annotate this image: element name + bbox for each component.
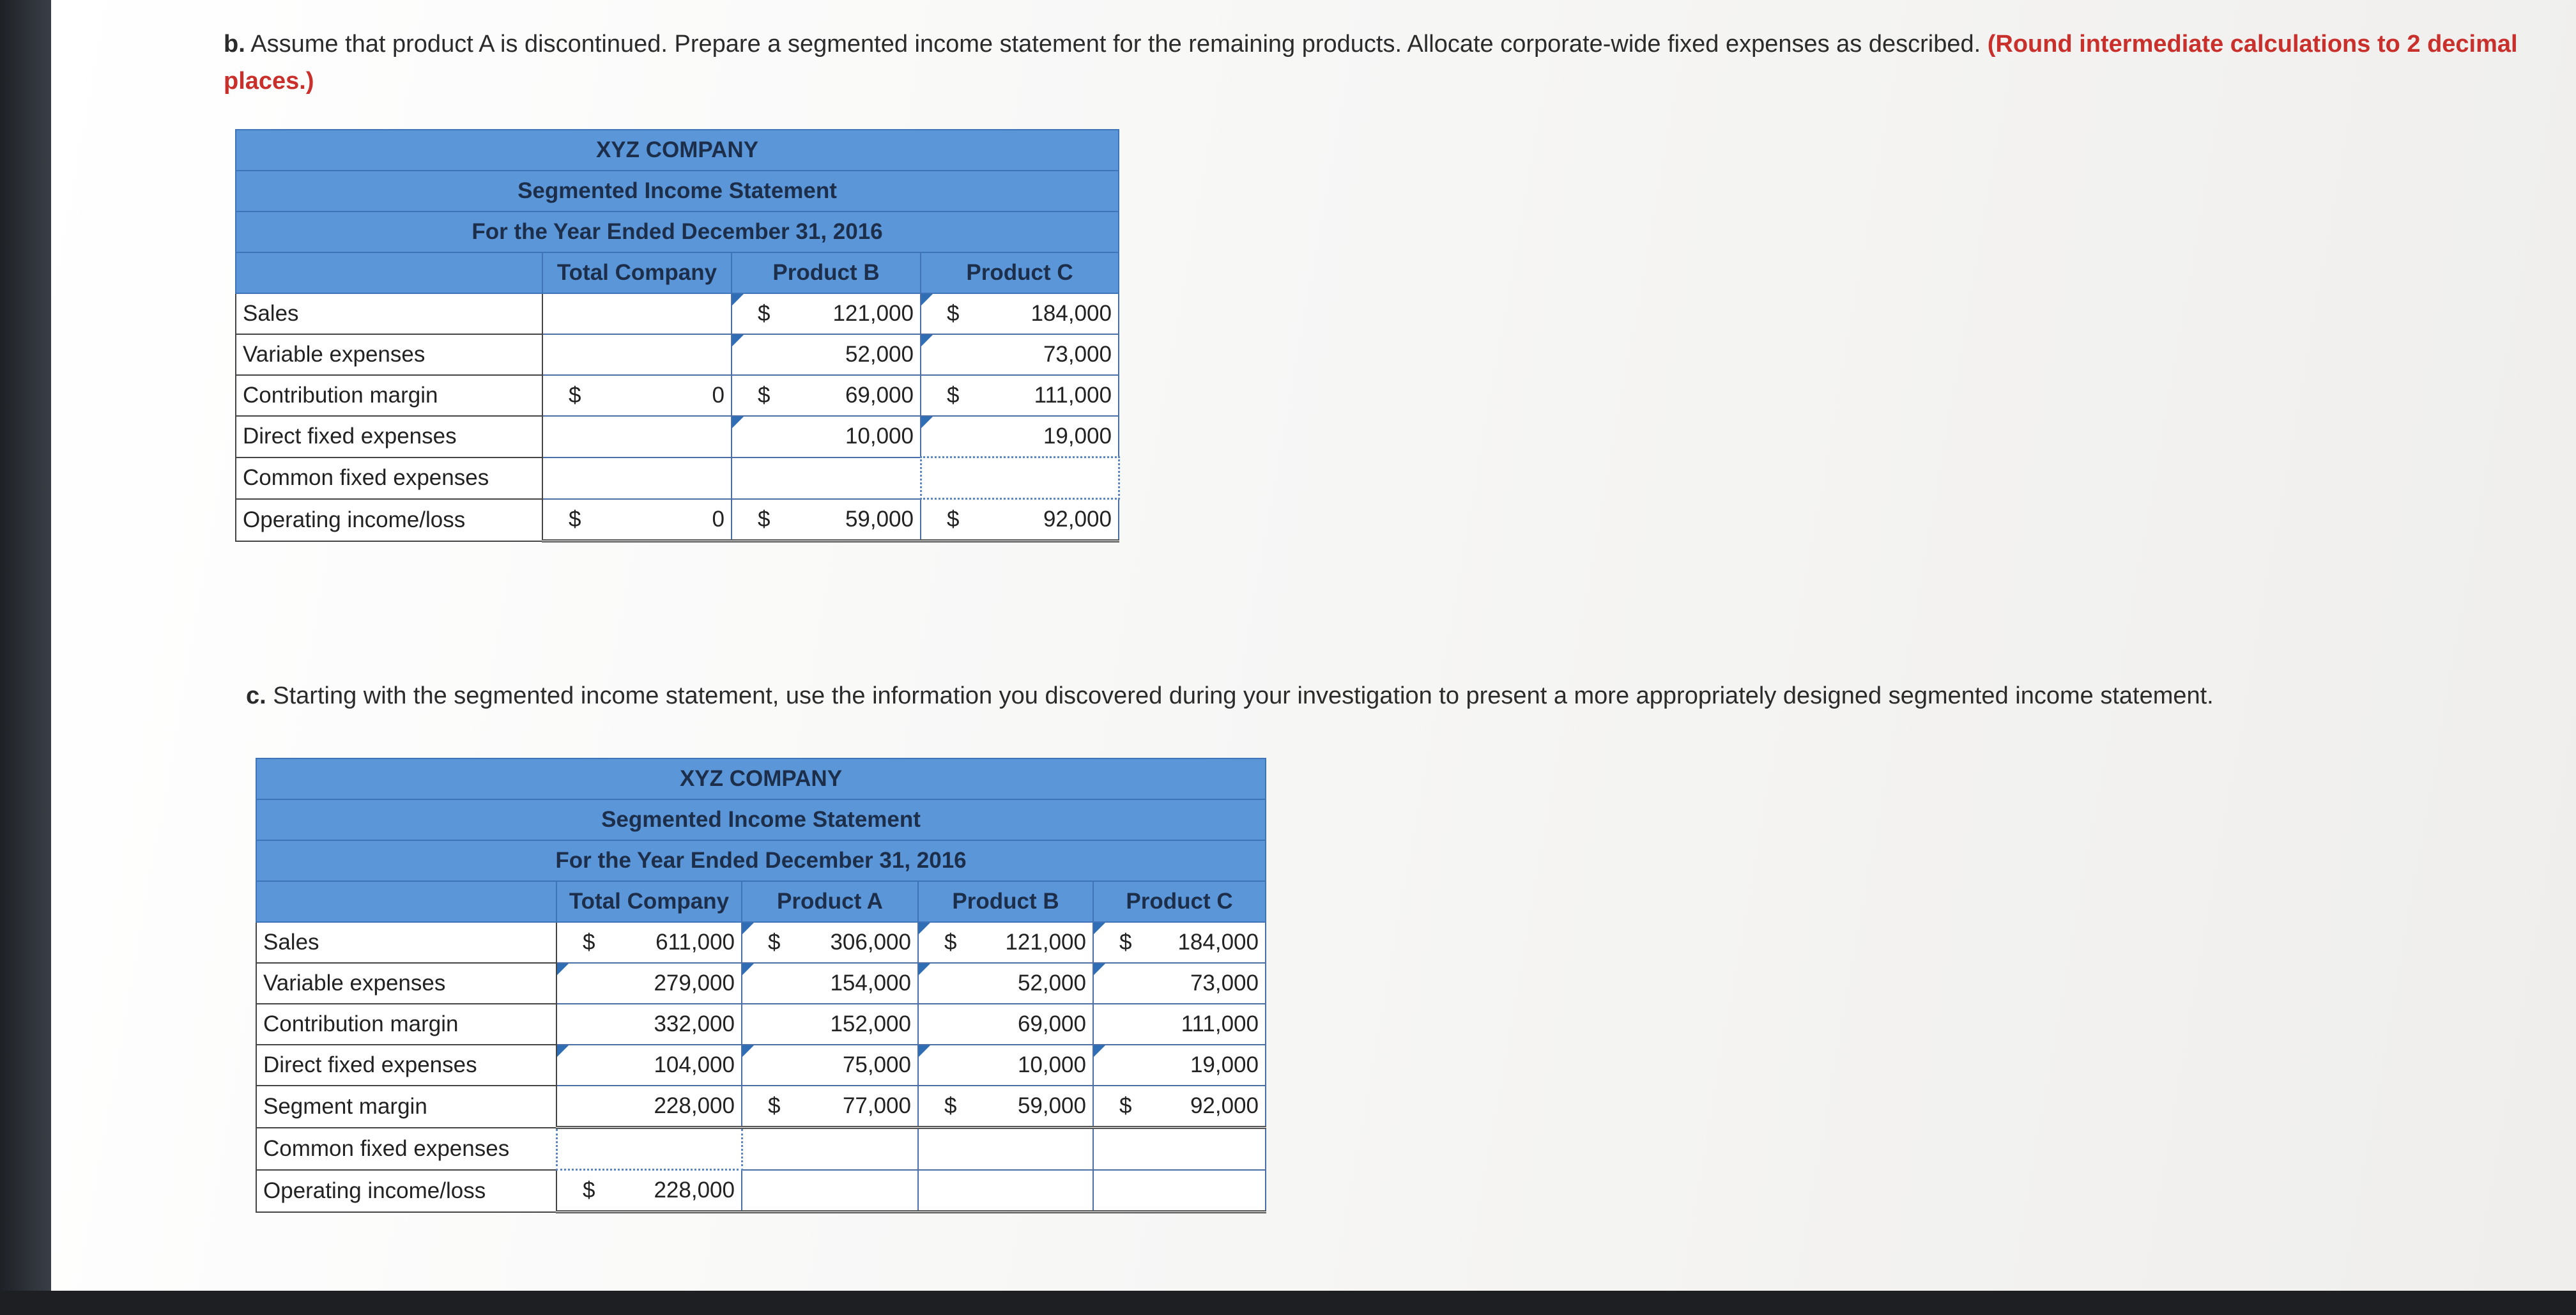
input-marker-icon [557, 1045, 569, 1057]
header-blank [236, 252, 542, 293]
product-c-common-fixed-input[interactable] [921, 458, 1119, 499]
statement-title: Segmented Income Statement [236, 171, 1119, 211]
product-c-contribution-value: 111,000 [1093, 1004, 1266, 1045]
product-c-common-fixed-cell [1093, 1128, 1266, 1170]
col-total-company: Total Company [556, 881, 742, 922]
product-b-segment-margin-value: $ 59,000 [918, 1086, 1093, 1128]
total-sales-input[interactable] [542, 293, 732, 334]
product-a-variable-input[interactable]: 154,000 [742, 963, 918, 1004]
product-b-common-fixed-input[interactable] [732, 458, 921, 499]
product-a-segment-margin-value: $ 77,000 [742, 1086, 918, 1128]
table-row [236, 499, 1119, 541]
row-label: Variable expenses [256, 963, 556, 1004]
total-common-fixed-input[interactable] [556, 1128, 742, 1170]
total-variable-input[interactable]: 279,000 [556, 963, 742, 1004]
product-c-operating-income-value: $ 92,000 [921, 499, 1119, 541]
statement-period: For the Year Ended December 31, 2016 [236, 211, 1119, 252]
row-label: Direct fixed expenses [236, 416, 542, 458]
table-row [256, 1128, 1266, 1170]
total-common-fixed-input[interactable] [542, 458, 732, 499]
product-a-contribution-value: 152,000 [742, 1004, 918, 1045]
table-row [256, 1045, 1266, 1086]
screen-bezel-bottom [0, 1291, 2576, 1315]
product-a-common-fixed-cell [742, 1128, 918, 1170]
col-total-company: Total Company [542, 252, 732, 293]
product-c-variable-input[interactable]: 73,000 [921, 334, 1119, 375]
total-variable-input[interactable] [542, 334, 732, 375]
input-marker-icon [557, 964, 569, 975]
total-contribution-value: $ 0 [542, 375, 732, 416]
table-row [256, 1086, 1266, 1128]
row-label: Common fixed expenses [236, 458, 542, 499]
input-marker-icon [732, 294, 744, 305]
row-label: Operating income/loss [236, 499, 542, 541]
col-product-c: Product C [921, 252, 1119, 293]
total-direct-fixed-input[interactable]: 104,000 [556, 1045, 742, 1086]
input-marker-icon [921, 335, 933, 346]
row-label: Direct fixed expenses [256, 1045, 556, 1086]
row-label: Sales [256, 922, 556, 963]
row-label: Variable expenses [236, 334, 542, 375]
part-b-text: Assume that product A is discontinued. Prepare a segmented income statement for the remaining products. Allocate corporate-wide fixed expenses as described. [245, 31, 1988, 58]
screen-bezel-left [0, 0, 51, 1315]
table-row [236, 458, 1119, 499]
input-marker-icon [1094, 923, 1105, 934]
input-marker-icon [1094, 1045, 1105, 1057]
part-b-instruction [224, 26, 2575, 100]
part-c-instruction [246, 677, 2546, 714]
input-marker-icon [732, 335, 744, 346]
table-row [236, 416, 1119, 458]
input-marker-icon [921, 417, 933, 428]
row-label: Common fixed expenses [256, 1128, 556, 1170]
table-row [236, 293, 1119, 334]
product-a-sales-input[interactable]: $ 306,000 [742, 922, 918, 963]
col-product-b: Product B [732, 252, 921, 293]
product-b-direct-fixed-input[interactable]: 10,000 [918, 1045, 1093, 1086]
product-c-direct-fixed-input[interactable]: 19,000 [1093, 1045, 1266, 1086]
statement-title: Segmented Income Statement [256, 799, 1266, 840]
table-row [236, 334, 1119, 375]
part-c-text: Starting with the segmented income statement, use the information you discovered during your investigation to present a more appropriately designed segmented income statement. [266, 682, 2214, 709]
table-row [256, 963, 1266, 1004]
part-c-prefix: c. [246, 682, 266, 709]
segmented-income-statement-c [256, 758, 1266, 1213]
row-label: Sales [236, 293, 542, 334]
rounding-note: (Round intermediate calculations to 2 decimal places.) [224, 31, 2518, 95]
input-marker-icon [742, 1045, 754, 1057]
company-name: XYZ COMPANY [236, 130, 1119, 171]
product-c-segment-margin-value: $ 92,000 [1093, 1086, 1266, 1128]
input-marker-icon [921, 294, 933, 305]
table-row [256, 922, 1266, 963]
total-contribution-value: 332,000 [556, 1004, 742, 1045]
table-row [256, 1170, 1266, 1212]
product-b-direct-fixed-input[interactable]: 10,000 [732, 416, 921, 458]
row-label: Segment margin [256, 1086, 556, 1128]
product-c-operating-income-cell [1093, 1170, 1266, 1212]
product-c-sales-input[interactable]: $ 184,000 [921, 293, 1119, 334]
table-row [236, 375, 1119, 416]
company-name: XYZ COMPANY [256, 758, 1266, 799]
part-b-prefix: b. [224, 31, 245, 58]
input-marker-icon [919, 964, 930, 975]
segmented-income-statement-b [235, 129, 1120, 542]
product-c-contribution-value: $ 111,000 [921, 375, 1119, 416]
product-b-common-fixed-cell [918, 1128, 1093, 1170]
col-product-a: Product A [742, 881, 918, 922]
total-segment-margin-value: 228,000 [556, 1086, 742, 1128]
product-b-contribution-value: $ 69,000 [732, 375, 921, 416]
total-sales-input[interactable]: $ 611,000 [556, 922, 742, 963]
col-product-c: Product C [1093, 881, 1266, 922]
input-marker-icon [919, 923, 930, 934]
product-c-direct-fixed-input[interactable]: 19,000 [921, 416, 1119, 458]
row-label: Operating income/loss [256, 1170, 556, 1212]
statement-period: For the Year Ended December 31, 2016 [256, 840, 1266, 881]
product-b-variable-input[interactable]: 52,000 [918, 963, 1093, 1004]
product-a-operating-income-cell [742, 1170, 918, 1212]
product-b-operating-income-value: $ 59,000 [732, 499, 921, 541]
total-direct-fixed-input[interactable] [542, 416, 732, 458]
col-product-b: Product B [918, 881, 1093, 922]
row-label: Contribution margin [236, 375, 542, 416]
row-label: Contribution margin [256, 1004, 556, 1045]
header-blank [256, 881, 556, 922]
product-b-operating-income-cell [918, 1170, 1093, 1212]
product-c-sales-input[interactable]: $ 184,000 [1093, 922, 1266, 963]
product-a-direct-fixed-input[interactable]: 75,000 [742, 1045, 918, 1086]
product-b-sales-input[interactable]: $ 121,000 [732, 293, 921, 334]
input-marker-icon [742, 964, 754, 975]
total-operating-income-value: $ 0 [542, 499, 732, 541]
table-row [256, 1004, 1266, 1045]
product-b-contribution-value: 69,000 [918, 1004, 1093, 1045]
input-marker-icon [919, 1045, 930, 1057]
product-b-sales-input[interactable]: $ 121,000 [918, 922, 1093, 963]
total-operating-income-value: $ 228,000 [556, 1170, 742, 1212]
input-marker-icon [732, 417, 744, 428]
input-marker-icon [742, 923, 754, 934]
product-b-variable-input[interactable]: 52,000 [732, 334, 921, 375]
input-marker-icon [1094, 964, 1105, 975]
product-c-variable-input[interactable]: 73,000 [1093, 963, 1266, 1004]
